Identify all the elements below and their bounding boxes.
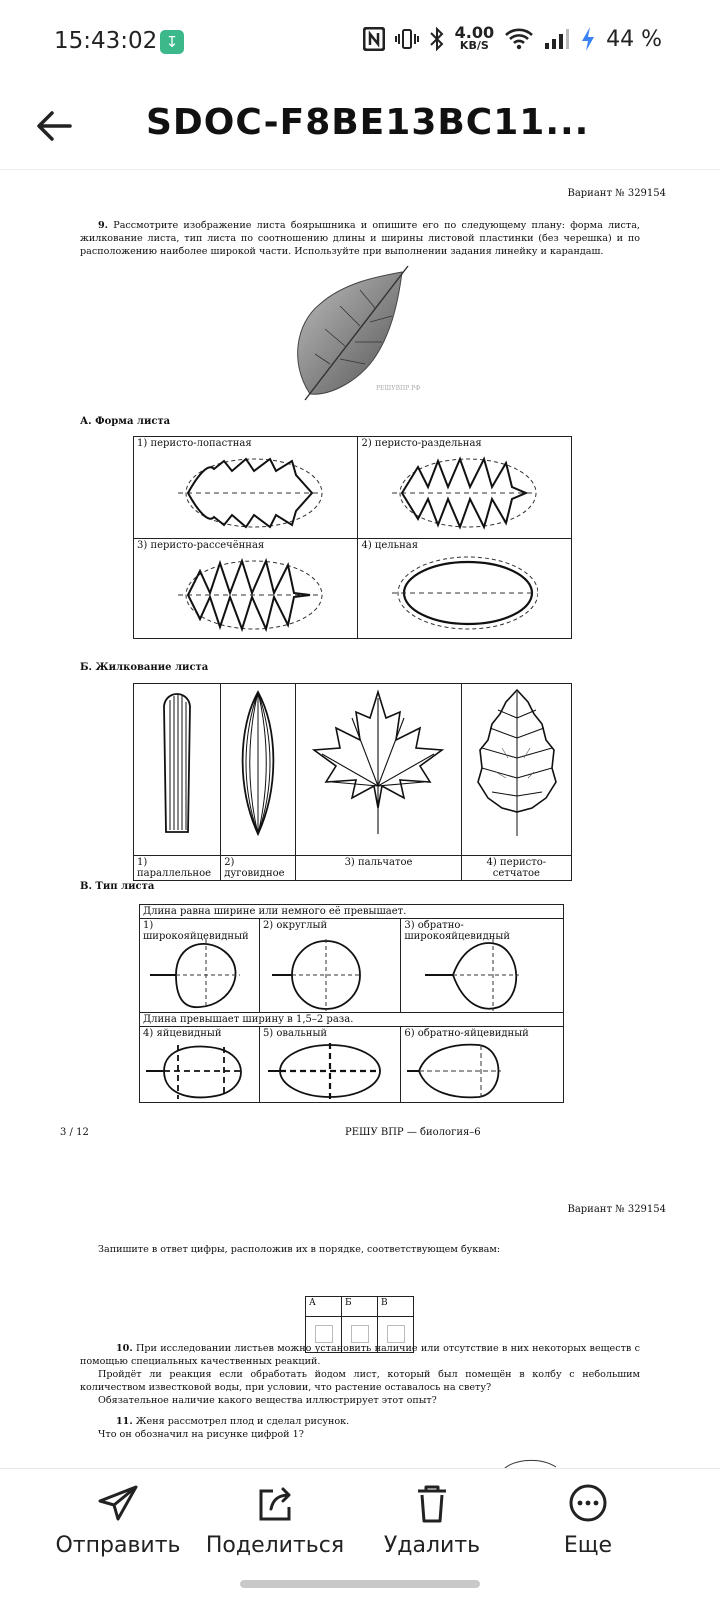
question-10-text-3: Обязательное наличие какого вещества иллюстрирует этот опыт? [98,1395,437,1406]
watermark: РЕШУВПР.РФ [376,385,420,392]
question-10-number: 10. [116,1343,133,1354]
venation-label-1: 1) параллельное [134,856,221,881]
vibrate-icon [395,27,419,51]
leaf-type-cell-1: 1) широкояйцевидный [140,919,260,1013]
send-label: Отправить [55,1533,181,1558]
round-drawing [270,935,370,1011]
delete-button[interactable] [352,1483,512,1558]
variant-label-page2: Вариант № 329154 [567,1204,666,1215]
leaf-type-cell-5: 5) овальный [259,1027,400,1103]
home-indicator[interactable] [240,1580,480,1588]
share-label: Поделиться [205,1533,345,1558]
pinnately-dissected-leaf-drawing [174,555,324,635]
nfc-icon [363,27,385,51]
leaf-shape-cell-1: 1) перисто-лопастная [134,437,358,539]
send-icon [96,1483,140,1523]
arcuate-venation-drawing [233,688,283,838]
share-icon [253,1483,297,1523]
venation-cell-3 [296,684,461,856]
section-b-title: Б. Жилкование листа [80,662,209,673]
status-bar [0,0,720,84]
question-11-number: 11. [116,1416,133,1427]
bluetooth-icon [429,26,445,52]
question-9-number: 9. [98,220,109,231]
answer-header-a: А [306,1297,342,1317]
more-button[interactable] [508,1483,668,1558]
hawthorn-leaf-image [290,264,420,404]
question-9-text: Рассмотрите изображение листа боярышника и опишите его по следующему плану: форма листа, жилкование листа, тип листа по соотношению длины и ширины листовой пластинки (без черешка) и по расположению наиболее широкой части. Используйте при выполнении задания линейку и карандаш. [80,220,640,257]
parallel-venation-drawing [158,686,198,836]
question-11-text: Женя рассмотрел плод и сделал рисунок. [135,1416,350,1427]
back-arrow-icon[interactable] [32,104,76,148]
fruit-drawing-partial [500,1457,560,1468]
network-speed: 4.00 KB/S [454,23,495,52]
answer-header-b: Б [342,1297,378,1317]
question-10-text-2: Пройдёт ли реакция если обработать йодом лист, который был помещён в колбу с небольшим количеством известковой воды, при условии, что растение оставалось на свету? [80,1369,640,1393]
leaf-shape-table [133,436,572,639]
pinnate-netted-venation-drawing [472,688,562,838]
venation-table [133,683,572,881]
document-viewer[interactable] [0,172,720,1468]
entire-leaf-drawing [388,553,538,633]
obovate-drawing [405,1041,515,1103]
answer-input-a[interactable] [315,1325,333,1343]
status-time: 15:43:02 [54,28,158,54]
leaf-type-cell-2: 2) округлый [259,919,400,1013]
status-icons [363,23,662,52]
question-10-text: При исследовании листьев можно установить наличие или отсутствие в них некоторых веществ с помощью специальных качественных реакций. [80,1343,640,1367]
leaf-type-cell-4: 4) яйцевидный [140,1027,260,1103]
broad-ovate-drawing [148,935,248,1011]
venation-label-2: 2) дуговидное [221,856,296,881]
oval-drawing [266,1041,386,1103]
venation-cell-4 [461,684,571,856]
send-button[interactable] [38,1483,198,1558]
palmate-venation-drawing [308,688,448,838]
leaf-shape-cell-4: 4) цельная [358,539,572,639]
wifi-icon [504,27,534,51]
variant-label: Вариант № 329154 [567,188,666,199]
pinnately-parted-leaf-drawing [388,453,538,533]
ovate-drawing [144,1041,254,1103]
section-c-title: В. Тип листа [80,881,155,892]
answer-input-c[interactable] [387,1325,405,1343]
pinnately-lobed-leaf-drawing [174,453,324,533]
leaf-type-table [139,904,564,1103]
signal-icon [544,27,570,51]
question-10 [80,1342,640,1368]
venation-cell-1 [134,684,221,856]
answer-input-b[interactable] [351,1325,369,1343]
page-number: 3 / 12 [60,1127,89,1138]
more-icon [566,1483,610,1523]
delete-label: Удалить [383,1533,481,1558]
more-label: Еще [563,1533,613,1558]
leaf-type-cell-6: 6) обратно-яйцевидный [401,1027,564,1103]
question-11-text-2: Что он обозначил на рисунке цифрой 1? [98,1429,304,1440]
question-11 [80,1415,640,1428]
app-bar [0,84,720,170]
trash-icon [410,1483,454,1523]
section-a-title: А. Форма листа [80,416,171,427]
share-button[interactable] [195,1483,355,1558]
battery-level: 44 % [606,26,662,52]
obovate-broad-drawing [423,935,523,1011]
venation-label-4: 4) перисто-сетчатое [461,856,571,881]
answer-instruction: Запишите в ответ цифры, расположив их в порядке, соответствующем буквам: [98,1244,501,1255]
leaf-shape-cell-3: 3) перисто-рассечённая [134,539,358,639]
leaf-type-header-2: Длина превышает ширину в 1,5–2 раза. [140,1013,564,1027]
question-9 [80,219,640,258]
charging-icon [580,26,596,52]
venation-label-3: 3) пальчатое [296,856,461,881]
leaf-type-cell-3: 3) обратно-широкояйцевидный [401,919,564,1013]
page-footer-title: РЕШУ ВПР — биология–6 [345,1127,481,1138]
leaf-shape-cell-2: 2) перисто-раздельная [358,437,572,539]
answer-header-c: В [378,1297,414,1317]
venation-cell-2 [221,684,296,856]
leaf-type-header-1: Длина равна ширине или немного её превышает. [140,905,564,919]
document-title: SDOC-F8BE13BC11... [146,102,590,143]
download-notification-icon: ↧ [160,30,184,54]
